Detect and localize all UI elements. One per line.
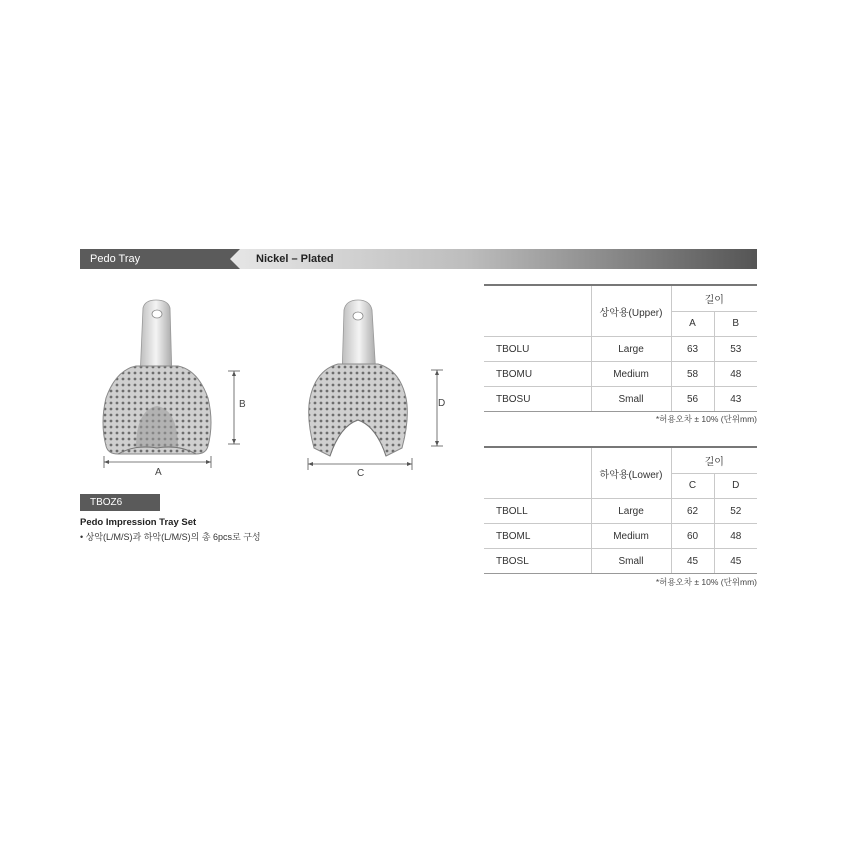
value-cell: 60: [671, 524, 714, 549]
table-corner: [484, 285, 591, 337]
value-cell: 56: [671, 387, 714, 412]
length-header: 길이: [671, 447, 757, 473]
set-composition-note: • 상악(L/M/S)과 하악(L/M/S)의 총 6pcs로 구성: [80, 532, 261, 542]
product-code: TBOMU: [484, 362, 591, 387]
set-title: Pedo Impression Tray Set: [80, 517, 197, 528]
dim-header-b: B: [714, 311, 757, 337]
value-cell: 45: [714, 549, 757, 574]
table-row: [484, 524, 757, 549]
dimension-label-d: D: [438, 398, 446, 409]
table-corner: [484, 447, 591, 499]
value-cell: 48: [714, 524, 757, 549]
dim-header-c: C: [671, 473, 714, 499]
lower-tray-illustration: [300, 298, 450, 478]
size-cell: Large: [591, 337, 671, 362]
type-header: 상악용(Upper): [591, 285, 671, 337]
category-title: Pedo Tray: [90, 253, 141, 265]
table-row: [484, 337, 757, 362]
type-header: 하악용(Lower): [591, 447, 671, 499]
value-cell: 43: [714, 387, 757, 412]
table-row: [484, 387, 757, 412]
product-code: TBOLL: [484, 499, 591, 524]
table-row: [484, 499, 757, 524]
value-cell: 45: [671, 549, 714, 574]
dimension-label-c: C: [357, 468, 365, 479]
value-cell: 63: [671, 337, 714, 362]
section-header: [80, 249, 757, 269]
length-header: 길이: [671, 285, 757, 311]
dimension-label-b: B: [239, 399, 246, 410]
size-cell: Small: [591, 387, 671, 412]
finish-label: Nickel – Plated: [256, 253, 334, 265]
value-cell: 53: [714, 337, 757, 362]
table-row: [484, 362, 757, 387]
size-cell: Large: [591, 499, 671, 524]
set-code-badge: TBOZ6: [80, 494, 160, 511]
value-cell: 58: [671, 362, 714, 387]
table-row: [484, 549, 757, 574]
tolerance-note-lower: *허용오차 ± 10% (단위mm): [655, 577, 757, 587]
dim-header-a: A: [671, 311, 714, 337]
product-code: TBOLU: [484, 337, 591, 362]
upper-tray-illustration: [96, 298, 246, 478]
value-cell: 48: [714, 362, 757, 387]
size-cell: Medium: [591, 362, 671, 387]
dim-header-d: D: [714, 473, 757, 499]
value-cell: 52: [714, 499, 757, 524]
lower-size-table: [484, 446, 757, 574]
product-code: TBOSL: [484, 549, 591, 574]
product-code: TBOML: [484, 524, 591, 549]
header-bar-graphic: [80, 249, 757, 269]
size-cell: Medium: [591, 524, 671, 549]
tolerance-note-upper: *허용오차 ± 10% (단위mm): [655, 414, 757, 424]
product-code: TBOSU: [484, 387, 591, 412]
value-cell: 62: [671, 499, 714, 524]
dimension-label-a: A: [155, 467, 162, 478]
size-cell: Small: [591, 549, 671, 574]
upper-size-table: [484, 284, 757, 412]
